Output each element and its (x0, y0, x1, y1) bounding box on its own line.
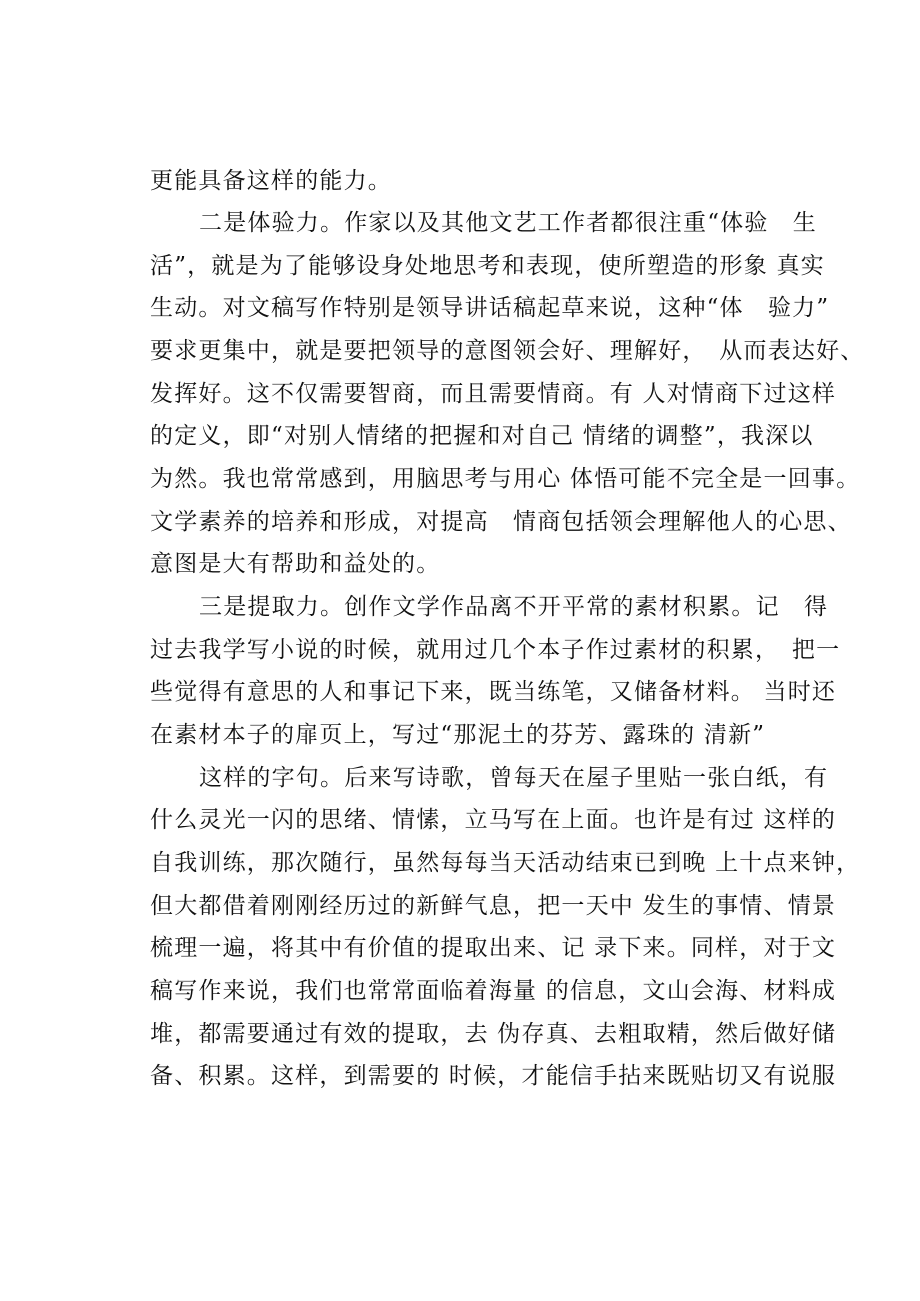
text-line-17: 自我训练，那次随行，虽然每每当天活动结束已到晚 上十点来钟， (150, 850, 861, 876)
text-line-5: 要求更集中，就是要把领导的意图领会好、理解好， 从而表达好、 (150, 338, 865, 364)
text-line-15: 这样的字句。后来写诗歌，曾每天在屋子里贴一张白纸，有 (199, 765, 829, 791)
text-line-14: 在素材本子的扉页上，写过“那泥土的芬芳、露珠的 清新” (150, 722, 766, 748)
text-line-1: 更能具备这样的能力。 (150, 168, 392, 194)
text-line-6: 发挥好。这不仅需要智商，而且需要情商。有 人对情商下过这样 (150, 381, 837, 407)
text-line-12: 过去我学写小说的时候，就用过几个本子作过素材的积累， 把一 (150, 637, 841, 663)
text-line-19: 梳理一遍，将其中有价值的提取出来、记 录下来。同样，对于文 (150, 935, 837, 961)
text-line-13: 些觉得有意思的人和事记下来，既当练笔，又储备材料。 当时还 (150, 679, 837, 705)
text-line-11: 三是提取力。创作文学作品离不开平常的素材积累。记 得 (199, 594, 829, 620)
text-line-18: 但大都借着刚刚经历过的新鲜气息，把一天中 发生的事情、情景 (150, 893, 837, 919)
text-line-16: 什么灵光一闪的思绪、情愫，立马写在上面。也许是有过 这样的 (150, 807, 837, 833)
text-line-7: 的定义，即“对别人情绪的把握和对自己 情绪的调整”，我深以 (150, 423, 814, 449)
text-line-8: 为然。我也常常感到，用脑思考与用心 体悟可能不完全是一回事。 (150, 466, 861, 492)
text-line-2: 二是体验力。作家以及其他文艺工作者都很注重“体验 生 (199, 210, 817, 236)
text-line-3: 活”，就是为了能够设身处地思考和表现，使所塑造的形象 真实 (150, 253, 825, 279)
text-line-20: 稿写作来说，我们也常常面临着海量 的信息，文山会海、材料成 (150, 978, 837, 1004)
text-line-10: 意图是大有帮助和益处的。 (150, 551, 441, 577)
text-line-4: 生动。对文稿写作特别是领导讲话稿起草来说，这种“体 验力” (150, 295, 830, 321)
text-line-22: 备、积累。这样，到需要的 时候，才能信手拈来既贴切又有说服 (150, 1063, 837, 1089)
text-line-9: 文学素养的培养和形成，对提高 情商包括领会理解他人的心思、 (150, 509, 852, 535)
text-line-21: 堆，都需要通过有效的提取，去 伪存真、去粗取精，然后做好储 (150, 1021, 837, 1047)
